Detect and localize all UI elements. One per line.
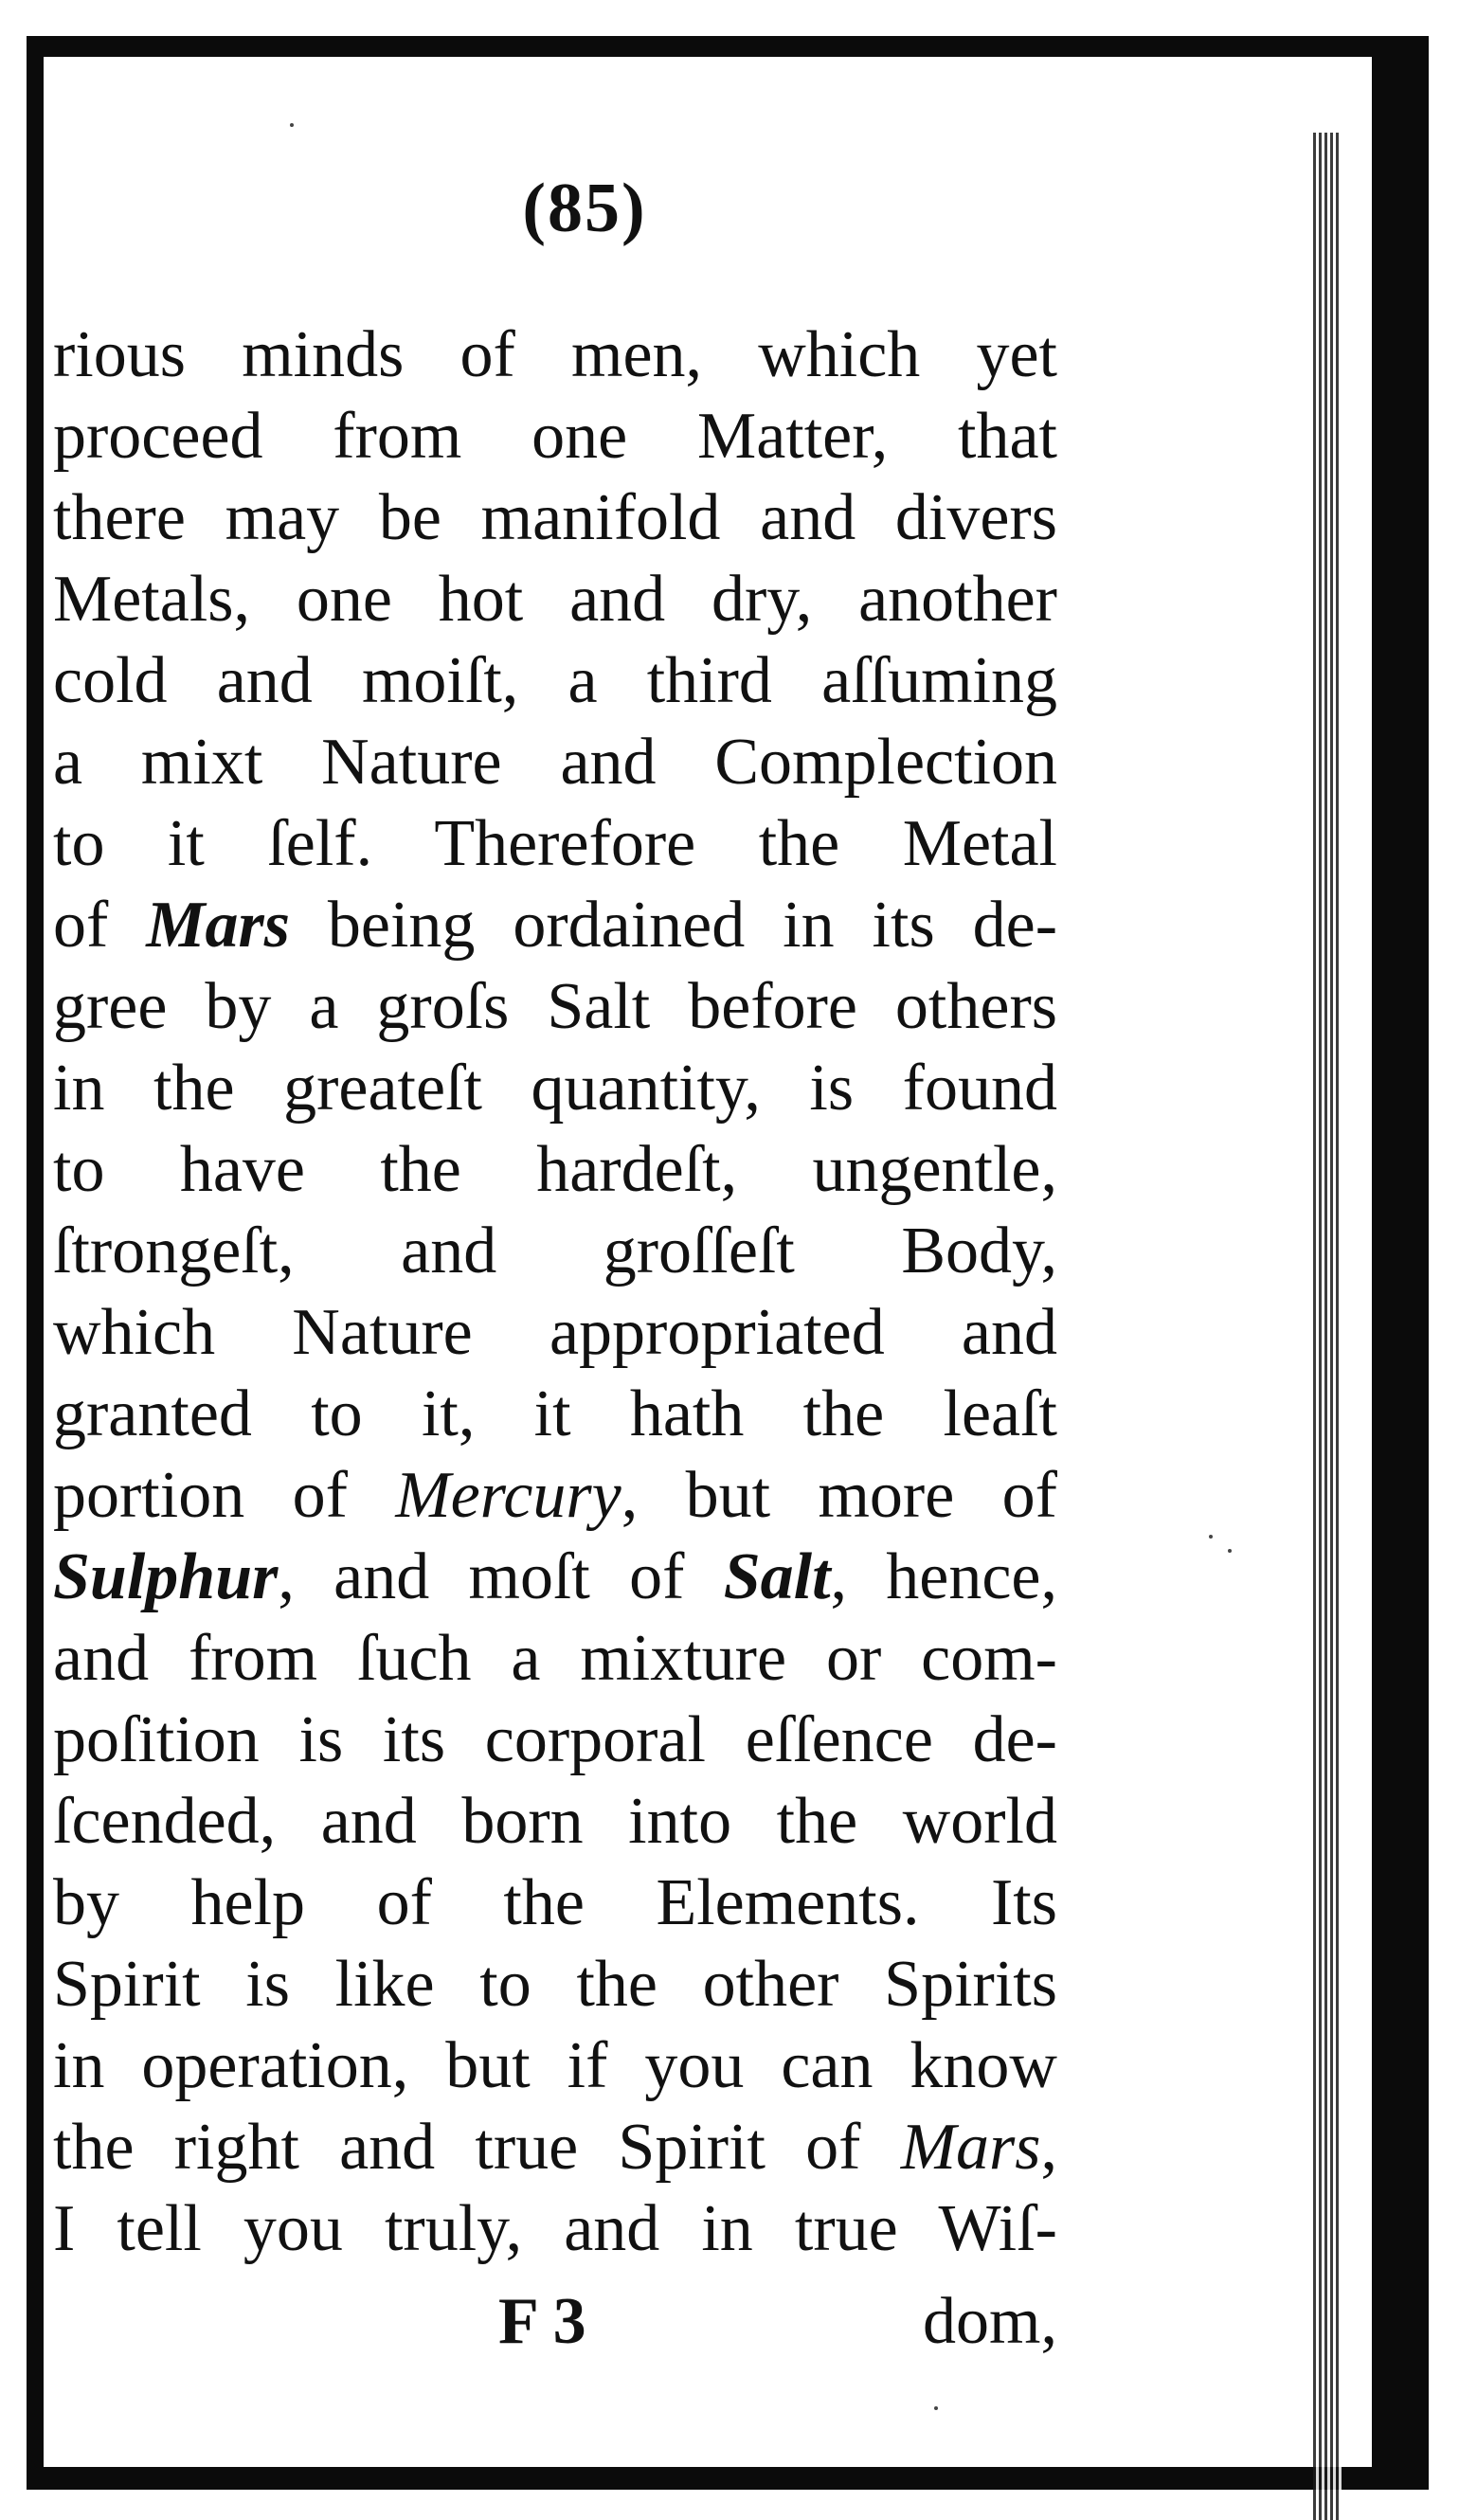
italic-term: Mercury <box>395 1459 621 1532</box>
text-line <box>53 1863 1057 1944</box>
text-line <box>53 1781 1057 1863</box>
text-line <box>53 1292 1057 1374</box>
text-run: in operation, but if you can know <box>53 2029 1057 2102</box>
text-line <box>53 722 1057 803</box>
text-run: Metals, one hot and dry, another <box>53 563 1057 636</box>
text-run: by help of the Elements. Its <box>53 1866 1057 1939</box>
text-line <box>53 1455 1057 1537</box>
text-run: proceed from one Matter, that <box>53 400 1057 473</box>
text-run: ſtrongeſt, and groſſeſt Body, <box>53 1215 1057 1287</box>
italic-term: Salt <box>723 1540 831 1613</box>
text-line <box>53 966 1057 1048</box>
body-text <box>53 315 1057 2270</box>
text-line <box>53 396 1057 477</box>
italic-term: Sulphur <box>53 1540 279 1613</box>
text-run: of <box>53 889 147 962</box>
text-run: in the greateſt quantity, is found <box>53 1052 1057 1125</box>
text-run: ſcended, and born into the world <box>53 1785 1057 1858</box>
scan-speck <box>934 2406 938 2410</box>
text-run: poſition is its corporal eſſence de- <box>53 1703 1057 1776</box>
text-run: which Nature appropriated and <box>53 1296 1057 1369</box>
text-line <box>53 803 1057 885</box>
text-run: I tell you truly, and in true Wiſ- <box>53 2192 1057 2265</box>
text-line <box>53 1537 1057 1618</box>
text-line <box>53 477 1057 559</box>
text-line <box>53 2188 1057 2270</box>
text-line <box>53 885 1057 966</box>
text-line <box>53 1374 1057 1455</box>
italic-term: Mars <box>146 889 290 962</box>
text-run: Spirit is like to the other Spirits <box>53 1948 1057 2021</box>
text-line <box>53 1618 1057 1700</box>
text-line <box>53 1129 1057 1211</box>
text-run: the right and true Spirit of <box>53 2111 901 2184</box>
text-line <box>53 2107 1057 2188</box>
text-run: a mixt Nature and Complection <box>53 726 1057 799</box>
text-line <box>53 1048 1057 1129</box>
text-line <box>53 559 1057 640</box>
page-footer <box>53 2281 1057 2363</box>
text-run: , and moſt of <box>278 1540 724 1613</box>
text-run: , <box>1040 2111 1057 2184</box>
text-run: being ordained in its de- <box>289 889 1057 962</box>
text-line <box>53 640 1057 722</box>
book-page <box>44 57 1372 2467</box>
text-line <box>53 1944 1057 2025</box>
text-run: rious minds of men, which yet <box>53 318 1057 391</box>
text-line <box>53 1211 1057 1292</box>
text-run: , but more of <box>621 1459 1057 1532</box>
text-run: to it ſelf. Therefore the Metal <box>53 807 1057 880</box>
text-run: there may be manifold and divers <box>53 481 1057 554</box>
page-number: (85) <box>522 170 647 247</box>
text-run: to have the hardeſt, ungentle, <box>53 1133 1057 1206</box>
scan-speck <box>290 123 294 127</box>
text-run: cold and moiſt, a third aſſuming <box>53 644 1057 717</box>
text-line <box>53 2025 1057 2107</box>
text-run: granted to it, it hath the leaſt <box>53 1377 1057 1450</box>
text-line <box>53 1700 1057 1781</box>
page-fore-edge <box>1313 133 1342 2520</box>
text-run: gree by a groſs Salt before others <box>53 970 1057 1043</box>
catchword: dom, <box>923 2285 1057 2358</box>
text-run: and from ſuch a mixture or com- <box>53 1622 1057 1695</box>
text-line <box>53 315 1057 396</box>
text-run: portion of <box>53 1459 396 1532</box>
italic-term: Mars <box>900 2111 1041 2184</box>
text-run: , hence, <box>830 1540 1057 1613</box>
signature-mark: F 3 <box>498 2285 586 2358</box>
scan-speck <box>1228 1549 1232 1553</box>
scan-speck <box>1209 1535 1213 1539</box>
